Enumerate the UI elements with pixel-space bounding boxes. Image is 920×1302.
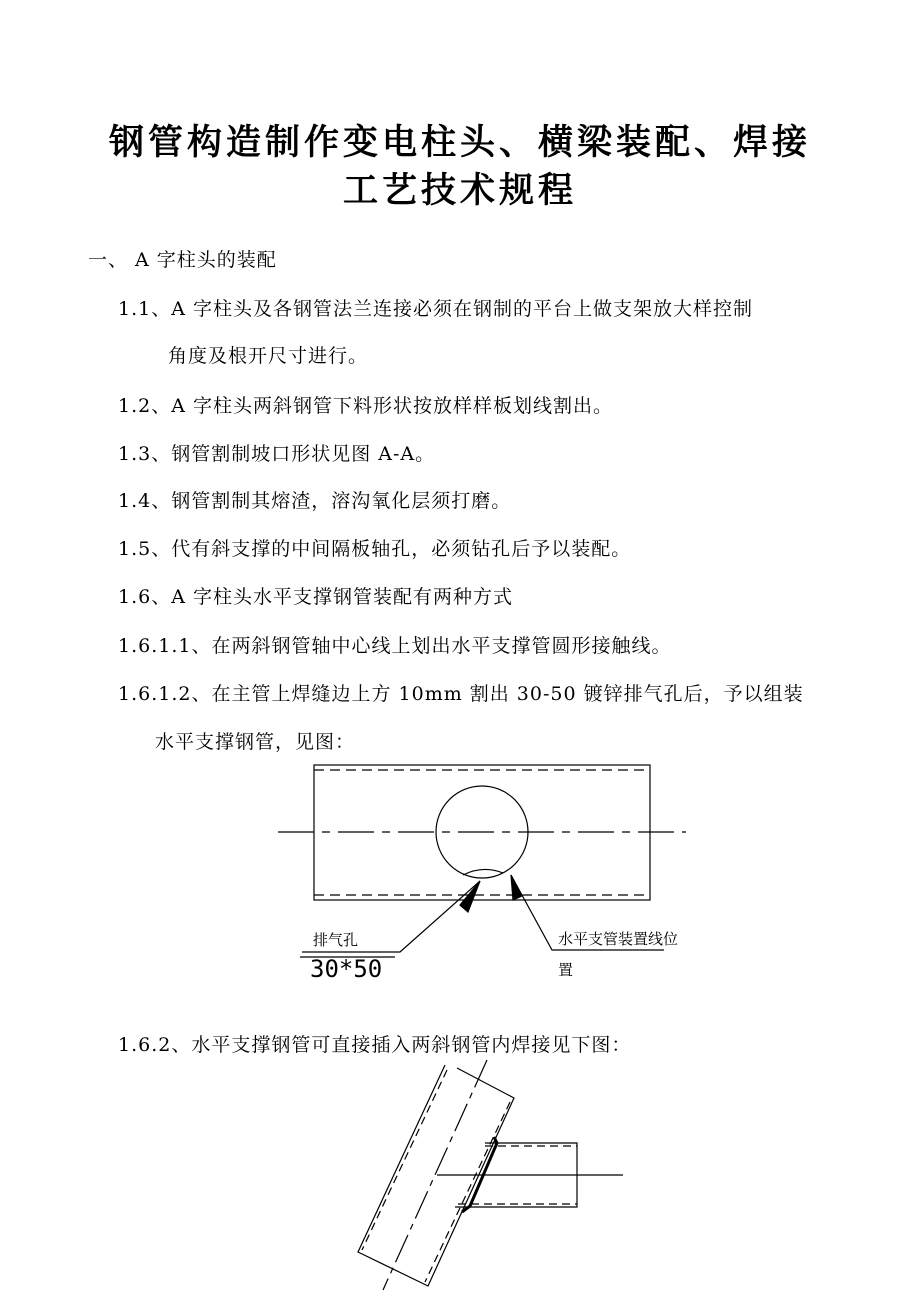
paragraph: 1.3、钢管割制坡口形状见图 A-A。 <box>118 443 436 465</box>
title-line-1: 钢管构造制作变电柱头、横梁装配、焊接 <box>108 123 811 163</box>
vent-hole-size: 30*50 <box>310 955 383 983</box>
paragraph: 1.6.2、水平支撑钢管可直接插入两斜钢管内焊接见下图： <box>118 1034 632 1056</box>
paragraph: 1.2、A 字柱头两斜钢管下料形状按放样样板划线割出。 <box>118 395 613 417</box>
paragraph: 1.1、A 字柱头及各钢管法兰连接必须在钢制的平台上做支架放大样控制 <box>118 298 753 320</box>
position-label-cont: 置 <box>558 961 574 979</box>
paragraph: 1.5、代有斜支撑的中间隔板轴孔，必须钻孔后予以装配。 <box>118 538 632 560</box>
paragraph: 1.6、A 字柱头水平支撑钢管装配有两种方式 <box>118 586 513 608</box>
paragraph: 1.6.1.2、在主管上焊缝边上方 10mm 割出 30-50 镀锌排气孔后，予以组装 <box>118 683 804 705</box>
vent-hole-label: 排气孔 <box>313 931 359 949</box>
paragraph: 水平支撑钢管，见图： <box>155 731 356 753</box>
paragraph: 角度及根开尺寸进行。 <box>168 345 369 367</box>
paragraph: 1.4、钢管割制其熔渣，溶沟氧化层须打磨。 <box>118 490 512 512</box>
figure-vent-hole <box>278 765 686 957</box>
figure-insert-weld <box>358 1060 623 1290</box>
section-heading: 一、 A 字柱头的装配 <box>88 249 277 271</box>
position-label: 水平支管装置线位 <box>558 930 679 948</box>
paragraph: 1.6.1.1、在两斜钢管轴中心线上划出水平支撑管圆形接触线。 <box>118 635 672 657</box>
title-line-2: 工艺技术规程 <box>342 171 577 211</box>
